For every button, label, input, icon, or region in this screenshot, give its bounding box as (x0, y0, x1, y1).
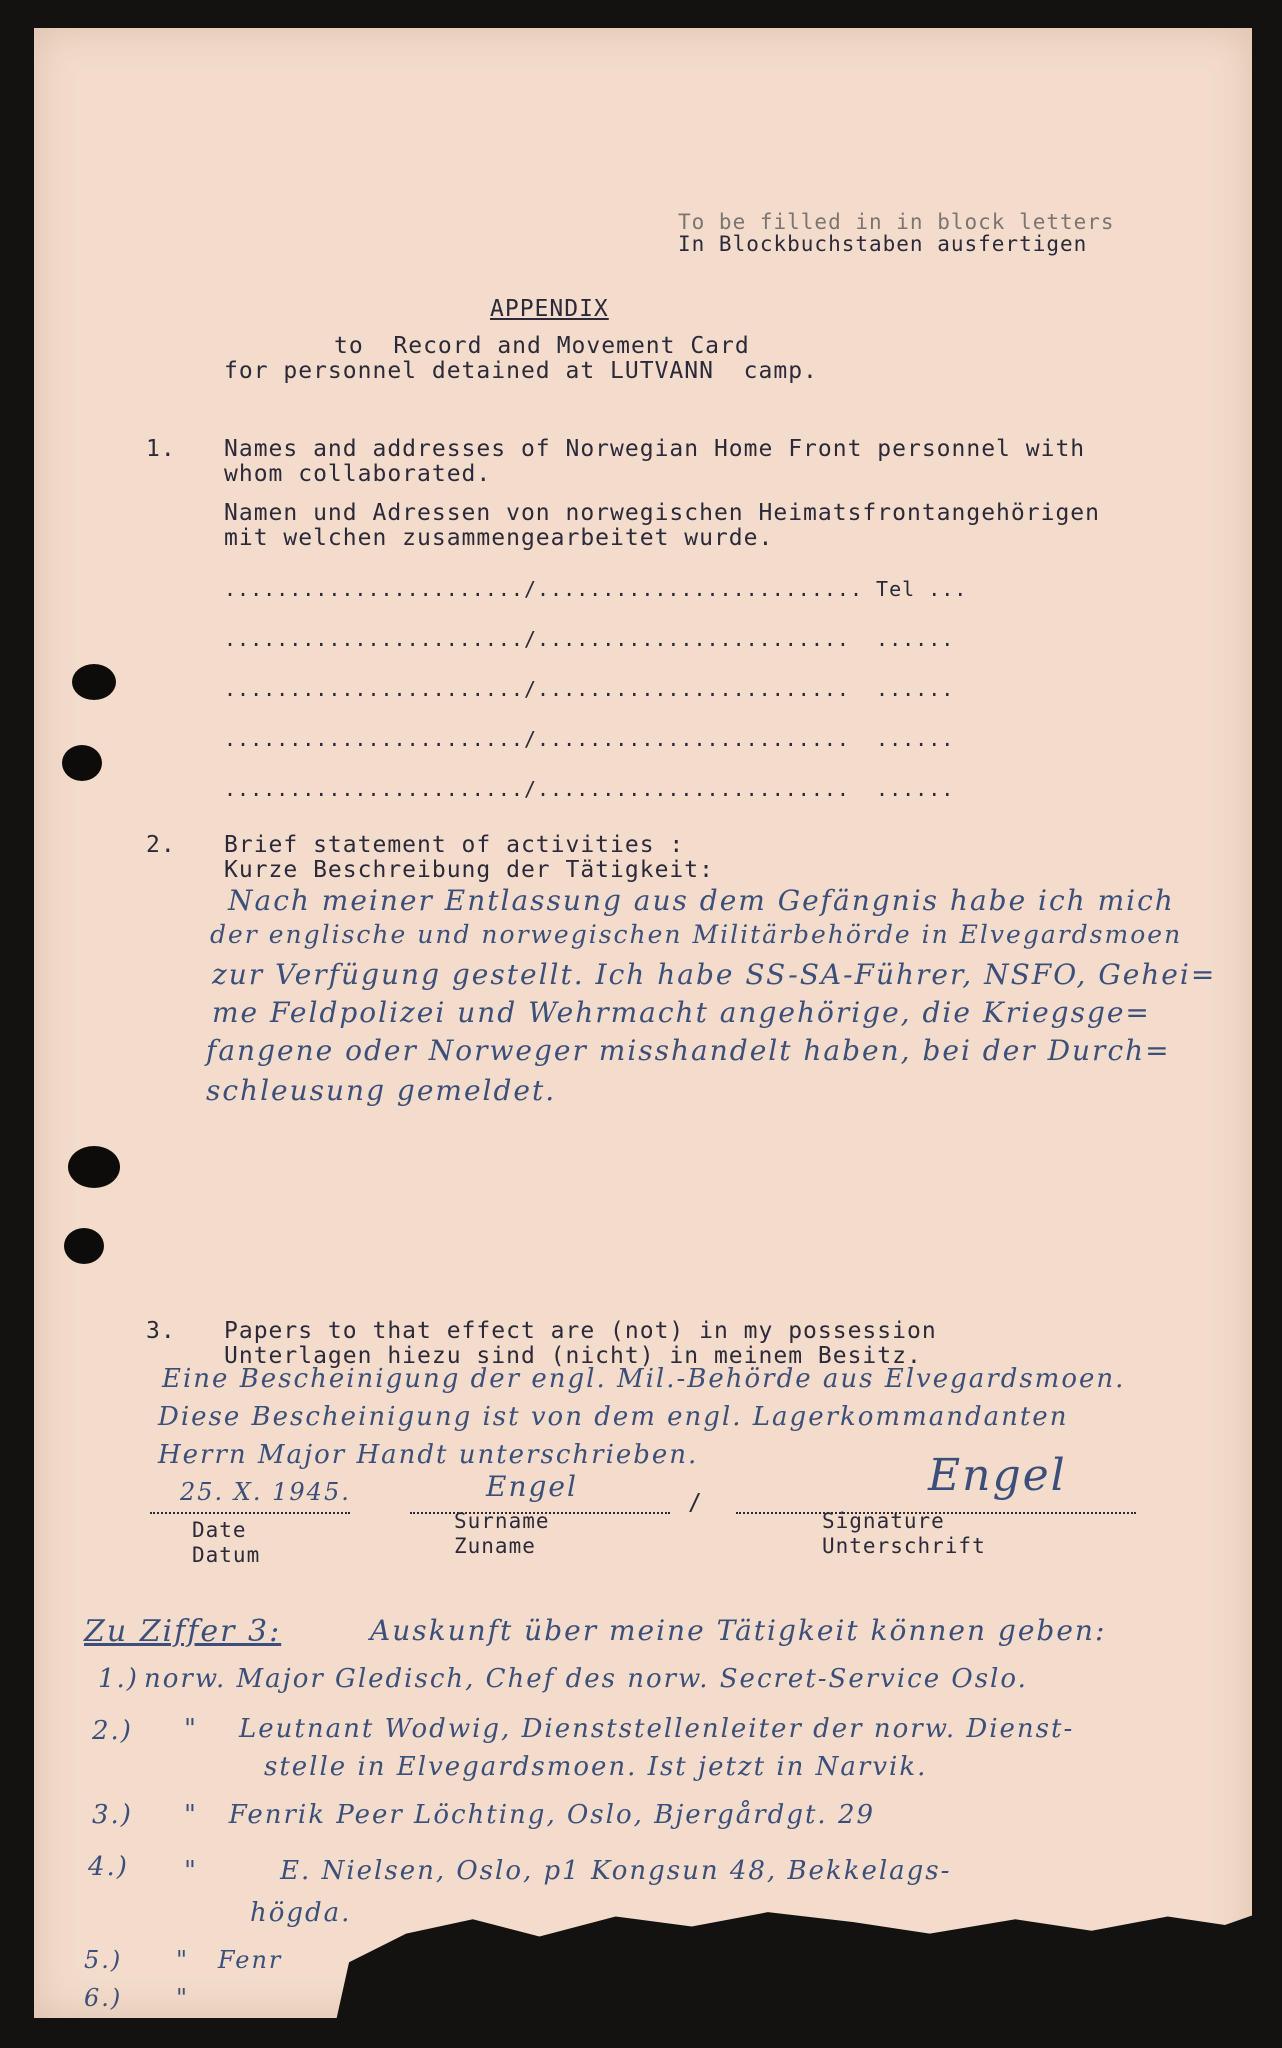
activities-handwriting: zur Verfügung gestellt. Ich habe SS-SA-Führer, NSFO, Gehei= (212, 958, 1217, 991)
activities-handwriting: der englische und norwegischen Militärbehörde in Elvegardsmoen (210, 920, 1183, 949)
activities-handwriting: fangene oder Norweger misshandelt haben, bei der Durch= (206, 1034, 1171, 1067)
contact-row: ......................./........................ ...... (224, 627, 955, 651)
date-value: 25. X. 1945. (180, 1478, 351, 1506)
date-label-de: Datum (192, 1543, 261, 1567)
activities-handwriting: me Feldpolizei und Wehrmacht angehörige, die Kriegsge= (212, 996, 1151, 1029)
section-3-question-en: Papers to that effect are (not) in my possession (224, 1318, 937, 1344)
addendum-item-number: 4.) (88, 1852, 129, 1882)
papers-handwriting: Herrn Major Handt unterschrieben. (158, 1440, 699, 1470)
punch-hole (64, 1228, 104, 1264)
section-2-question-de: Kurze Beschreibung der Tätigkeit: (224, 857, 714, 883)
addendum-item-text: norw. Major Gledisch, Chef des norw. Secret-Service Oslo. (144, 1664, 1028, 1694)
contact-row: ......................./........................ ...... (224, 727, 955, 751)
title-line-2: for personnel detained at LUTVANN camp. (224, 358, 818, 384)
section-2-question-en: Brief statement of activities : (224, 832, 685, 858)
surname-label-de: Zuname (454, 1534, 536, 1558)
surname-label-en: Surname (454, 1509, 550, 1533)
punch-hole (62, 745, 102, 781)
punch-hole (72, 664, 116, 700)
addendum-heading: Zu Ziffer 3: (84, 1614, 282, 1649)
papers-handwriting: Diese Bescheinigung ist von dem engl. Lagerkommandanten (158, 1402, 1069, 1432)
section-1-question-de: mit welchen zusammengearbeitet wurde. (224, 525, 774, 551)
punch-hole (68, 1146, 120, 1188)
addendum-item-text: " Fenrik Peer Löchting, Oslo, Bjergårdgt. 29 (184, 1800, 876, 1830)
page-title: APPENDIX (490, 296, 609, 322)
activities-handwriting: schleusung gemeldet. (206, 1074, 557, 1107)
title-line-1: to Record and Movement Card (334, 333, 750, 359)
section-1-question-en: whom collaborated. (224, 461, 492, 487)
signature-label-en: Signature (822, 1509, 945, 1533)
addendum-item-text: " Leutnant Wodwig, Dienststellenleiter der norw. Dienst- (184, 1714, 1075, 1744)
addendum-item-number: 5.) (84, 1946, 123, 1974)
section-3-question-de: Unterlagen hiezu sind (nicht) in meinem Besitz. (224, 1343, 922, 1369)
date-line (150, 1512, 350, 1514)
contact-row: ......................./........................ ...... (224, 677, 955, 701)
addendum-item-number: 3.) (92, 1800, 133, 1830)
torn-edge (330, 1905, 1282, 2048)
block-letters-note-de: In Blockbuchstaben ausfertigen (678, 232, 1088, 256)
contact-row: ......................./......................... Tel ... (224, 577, 968, 601)
addendum-item-text: " E. Nielsen, Oslo, p1 Kongsun 48, Bekkelags- (184, 1856, 952, 1886)
addendum-item-number: 1.) (98, 1664, 139, 1694)
addendum-item-text: högda. (250, 1898, 352, 1928)
section-1-number: 1. (146, 436, 176, 462)
section-1-question-en: Names and addresses of Norwegian Home Front personnel with (224, 436, 1086, 462)
activities-handwriting: Nach meiner Entlassung aus dem Gefängnis habe ich mich (228, 884, 1175, 917)
section-2-number: 2. (146, 832, 176, 858)
date-label-en: Date (192, 1518, 247, 1542)
addendum-item-text: " Fenr (176, 1946, 283, 1974)
contact-row: ......................./........................ ...... (224, 777, 955, 801)
signature-label-de: Unterschrift (822, 1534, 986, 1558)
addendum-item-text: " (176, 1984, 190, 2012)
section-3-number: 3. (146, 1318, 176, 1344)
signature-value: Engel (928, 1450, 1067, 1501)
addendum-intro: Auskunft über meine Tätigkeit können geben: (370, 1614, 1107, 1647)
block-letters-note-en: To be filled in in block letters (678, 210, 1115, 234)
section-1-question-de: Namen und Adressen von norwegischen Heimatsfrontangehörigen (224, 500, 1100, 526)
papers-handwriting: Eine Bescheinigung der engl. Mil.-Behörde aus Elvegardsmoen. (162, 1364, 1126, 1394)
surname-value: Engel (486, 1470, 578, 1503)
addendum-item-number: 2.) (92, 1716, 133, 1746)
addendum-item-number: 6.) (84, 1984, 123, 2012)
addendum-item-text: stelle in Elvegardsmoen. Ist jetzt in Narvik. (264, 1752, 928, 1782)
separator-slash: / (688, 1490, 703, 1516)
